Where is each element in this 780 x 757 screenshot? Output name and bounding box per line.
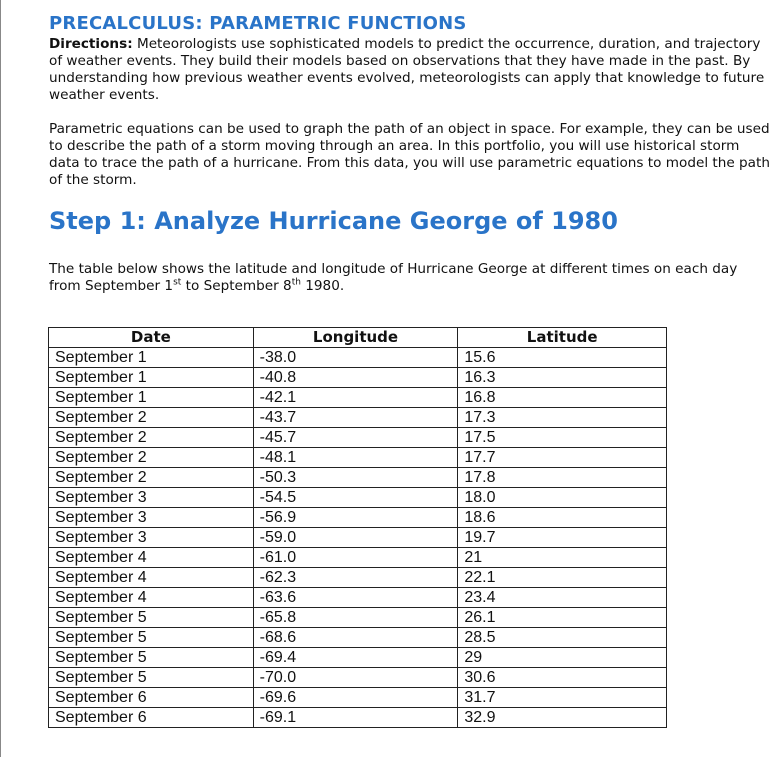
- cell-longitude: -43.7: [253, 408, 458, 428]
- table-row: [49, 428, 667, 448]
- directions-text: Meteorologists use sophisticated models to predict the occurrence, duration, and trajectory of weather events. They build their models based on observations that they have made in the past. By understanding how previous weather events evolved, meteorologists can apply that knowledge to future weather events.: [49, 36, 765, 103]
- cell-longitude: -70.0: [253, 668, 458, 688]
- cell-date: September 5: [49, 628, 254, 648]
- table-row: [49, 408, 667, 428]
- cell-longitude: -59.0: [253, 528, 458, 548]
- cell-date: September 3: [49, 488, 254, 508]
- cell-longitude: -69.6: [253, 688, 458, 708]
- cell-latitude: 17.5: [458, 428, 667, 448]
- cell-latitude: 29: [458, 648, 667, 668]
- cell-latitude: 17.8: [458, 468, 667, 488]
- cell-latitude: 32.9: [458, 708, 667, 728]
- cell-latitude: 18.0: [458, 488, 667, 508]
- cell-longitude: -40.8: [253, 368, 458, 388]
- cell-longitude: -61.0: [253, 548, 458, 568]
- directions-paragraph: [49, 36, 771, 104]
- table-body: [49, 348, 667, 728]
- cell-longitude: -45.7: [253, 428, 458, 448]
- cell-latitude: 15.6: [458, 348, 667, 368]
- step1-heading: Step 1: Analyze Hurricane George of 1980: [49, 207, 618, 235]
- table-row: [49, 608, 667, 628]
- sup-st: st: [173, 277, 182, 288]
- cell-date: September 5: [49, 648, 254, 668]
- cell-date: September 4: [49, 548, 254, 568]
- page-title: PRECALCULUS: PARAMETRIC FUNCTIONS: [49, 13, 467, 34]
- cell-date: September 2: [49, 468, 254, 488]
- parametric-paragraph: Parametric equations can be used to graph the path of an object in space. For example, they can be used to describe the path of a storm moving through an area. In this portfolio, you will use historical storm data to trace the path of a hurricane. From this data, you will use parametric equations to model the path of the storm.: [49, 121, 770, 188]
- header-date: Date: [49, 328, 254, 348]
- document-body: [49, 12, 771, 295]
- cell-longitude: -38.0: [253, 348, 458, 368]
- header-latitude: Latitude: [458, 328, 667, 348]
- table-row: [49, 708, 667, 728]
- table-row: [49, 588, 667, 608]
- cell-longitude: -69.4: [253, 648, 458, 668]
- table-row: [49, 348, 667, 368]
- intro-part1: The table below shows the latitude and longitude of Hurricane George at different times on each day from September 1: [49, 261, 738, 294]
- table-row: [49, 448, 667, 468]
- directions-label: Directions:: [49, 36, 133, 52]
- cell-latitude: 22.1: [458, 568, 667, 588]
- table-row: [49, 368, 667, 388]
- hurricane-data-table: [48, 327, 667, 728]
- cell-longitude: -48.1: [253, 448, 458, 468]
- table-row: [49, 548, 667, 568]
- cell-longitude: -69.1: [253, 708, 458, 728]
- cell-date: September 2: [49, 428, 254, 448]
- cell-longitude: -65.8: [253, 608, 458, 628]
- cell-date: September 4: [49, 588, 254, 608]
- cell-date: September 1: [49, 348, 254, 368]
- cell-date: September 3: [49, 528, 254, 548]
- table-row: [49, 488, 667, 508]
- table-row: [49, 508, 667, 528]
- table-row: [49, 528, 667, 548]
- cell-latitude: 23.4: [458, 588, 667, 608]
- table-row: [49, 568, 667, 588]
- table-intro: [49, 261, 771, 295]
- cell-date: September 4: [49, 568, 254, 588]
- table-row: [49, 628, 667, 648]
- cell-date: September 2: [49, 448, 254, 468]
- cell-longitude: -42.1: [253, 388, 458, 408]
- cell-longitude: -50.3: [253, 468, 458, 488]
- cell-latitude: 17.3: [458, 408, 667, 428]
- cell-date: September 1: [49, 388, 254, 408]
- cell-date: September 5: [49, 668, 254, 688]
- table-header-row: [49, 328, 667, 348]
- table-row: [49, 668, 667, 688]
- table-row: [49, 688, 667, 708]
- header-longitude: Longitude: [253, 328, 458, 348]
- cell-date: September 5: [49, 608, 254, 628]
- table-row: [49, 648, 667, 668]
- cell-latitude: 16.8: [458, 388, 667, 408]
- table-row: [49, 468, 667, 488]
- cell-latitude: 17.7: [458, 448, 667, 468]
- cell-longitude: -68.6: [253, 628, 458, 648]
- cell-longitude: -62.3: [253, 568, 458, 588]
- cell-latitude: 28.5: [458, 628, 667, 648]
- cell-date: September 6: [49, 708, 254, 728]
- cell-longitude: -54.5: [253, 488, 458, 508]
- cell-date: September 2: [49, 408, 254, 428]
- cell-longitude: -56.9: [253, 508, 458, 528]
- page-left-edge: [0, 0, 1, 757]
- cell-date: September 6: [49, 688, 254, 708]
- cell-longitude: -63.6: [253, 588, 458, 608]
- intro-part2: to September 8: [181, 278, 292, 294]
- sup-th: th: [291, 277, 301, 288]
- cell-latitude: 30.6: [458, 668, 667, 688]
- cell-latitude: 21: [458, 548, 667, 568]
- cell-date: September 1: [49, 368, 254, 388]
- intro-part3: 1980.: [300, 278, 345, 294]
- cell-latitude: 19.7: [458, 528, 667, 548]
- cell-latitude: 26.1: [458, 608, 667, 628]
- cell-latitude: 31.7: [458, 688, 667, 708]
- cell-date: September 3: [49, 508, 254, 528]
- cell-latitude: 16.3: [458, 368, 667, 388]
- cell-latitude: 18.6: [458, 508, 667, 528]
- table-row: [49, 388, 667, 408]
